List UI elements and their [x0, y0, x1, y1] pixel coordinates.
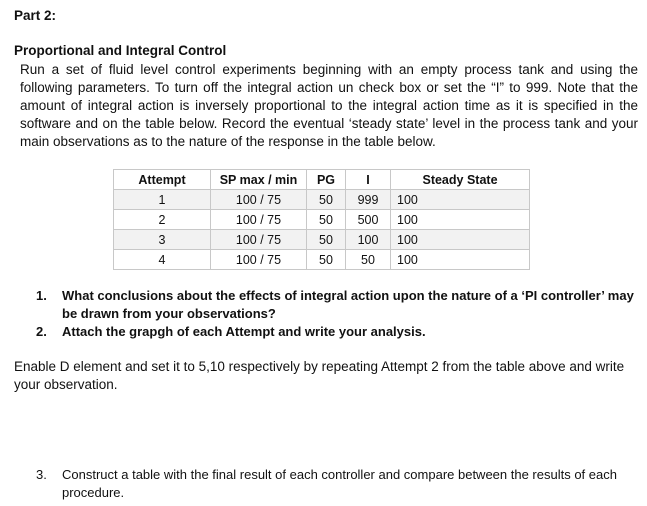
- part-title: Part 2:: [14, 8, 57, 23]
- cell-attempt: 2: [114, 210, 211, 230]
- header-pg: PG: [307, 170, 346, 190]
- cell-pg: 50: [307, 250, 346, 270]
- cell-pg: 50: [307, 190, 346, 210]
- cell-sp: 100 / 75: [211, 210, 307, 230]
- results-table: [113, 169, 530, 270]
- cell-steady-state: 100: [391, 190, 530, 210]
- cell-steady-state: 100: [391, 230, 530, 250]
- cell-i: 500: [346, 210, 391, 230]
- section-heading: Proportional and Integral Control: [14, 43, 227, 58]
- header-i: I: [346, 170, 391, 190]
- cell-pg: 50: [307, 230, 346, 250]
- cell-i: 100: [346, 230, 391, 250]
- question-list: [36, 287, 640, 341]
- cell-attempt: 1: [114, 190, 211, 210]
- table-row: [114, 230, 530, 250]
- question-item: [36, 287, 640, 323]
- question-item: [36, 466, 640, 502]
- cell-steady-state: 100: [391, 250, 530, 270]
- cell-steady-state: 100: [391, 210, 530, 230]
- cell-attempt: 3: [114, 230, 211, 250]
- cell-attempt: 4: [114, 250, 211, 270]
- cell-sp: 100 / 75: [211, 190, 307, 210]
- cell-pg: 50: [307, 210, 346, 230]
- table-row: [114, 190, 530, 210]
- question-text: Attach the grapgh of each Attempt and write your analysis.: [62, 324, 426, 339]
- header-steady-state: Steady State: [391, 170, 530, 190]
- table-row: [114, 250, 530, 270]
- enable-d-paragraph: Enable D element and set it to 5,10 respectively by repeating Attempt 2 from the table above and write your observation.: [14, 359, 625, 392]
- table-row: [114, 210, 530, 230]
- cell-sp: 100 / 75: [211, 230, 307, 250]
- header-attempt: Attempt: [114, 170, 211, 190]
- header-sp: SP max / min: [211, 170, 307, 190]
- intro-paragraph: Run a set of fluid level control experiments beginning with an empty process tank and using the following parameters. To turn off the integral action un check box or set the “I” to 999. Note that the amount of integral action is inversely proportional to the integral action time as it is specified in the software and on the table below. Record the eventual ‘steady state’ level in the process tank and your main observations as to the nature of the response in the table below.: [20, 62, 638, 149]
- cell-i: 50: [346, 250, 391, 270]
- cell-sp: 100 / 75: [211, 250, 307, 270]
- question-number: 3.: [36, 467, 47, 482]
- cell-i: 999: [346, 190, 391, 210]
- question-text: Construct a table with the final result of each controller and compare between the results of each procedure.: [62, 467, 617, 500]
- question-text: What conclusions about the effects of integral action upon the nature of a ‘PI controller’ may be drawn from your observations?: [62, 288, 634, 321]
- question-number: 2.: [36, 324, 47, 339]
- table-header-row: [114, 170, 530, 190]
- question-item: [36, 323, 640, 341]
- question-number: 1.: [36, 288, 47, 303]
